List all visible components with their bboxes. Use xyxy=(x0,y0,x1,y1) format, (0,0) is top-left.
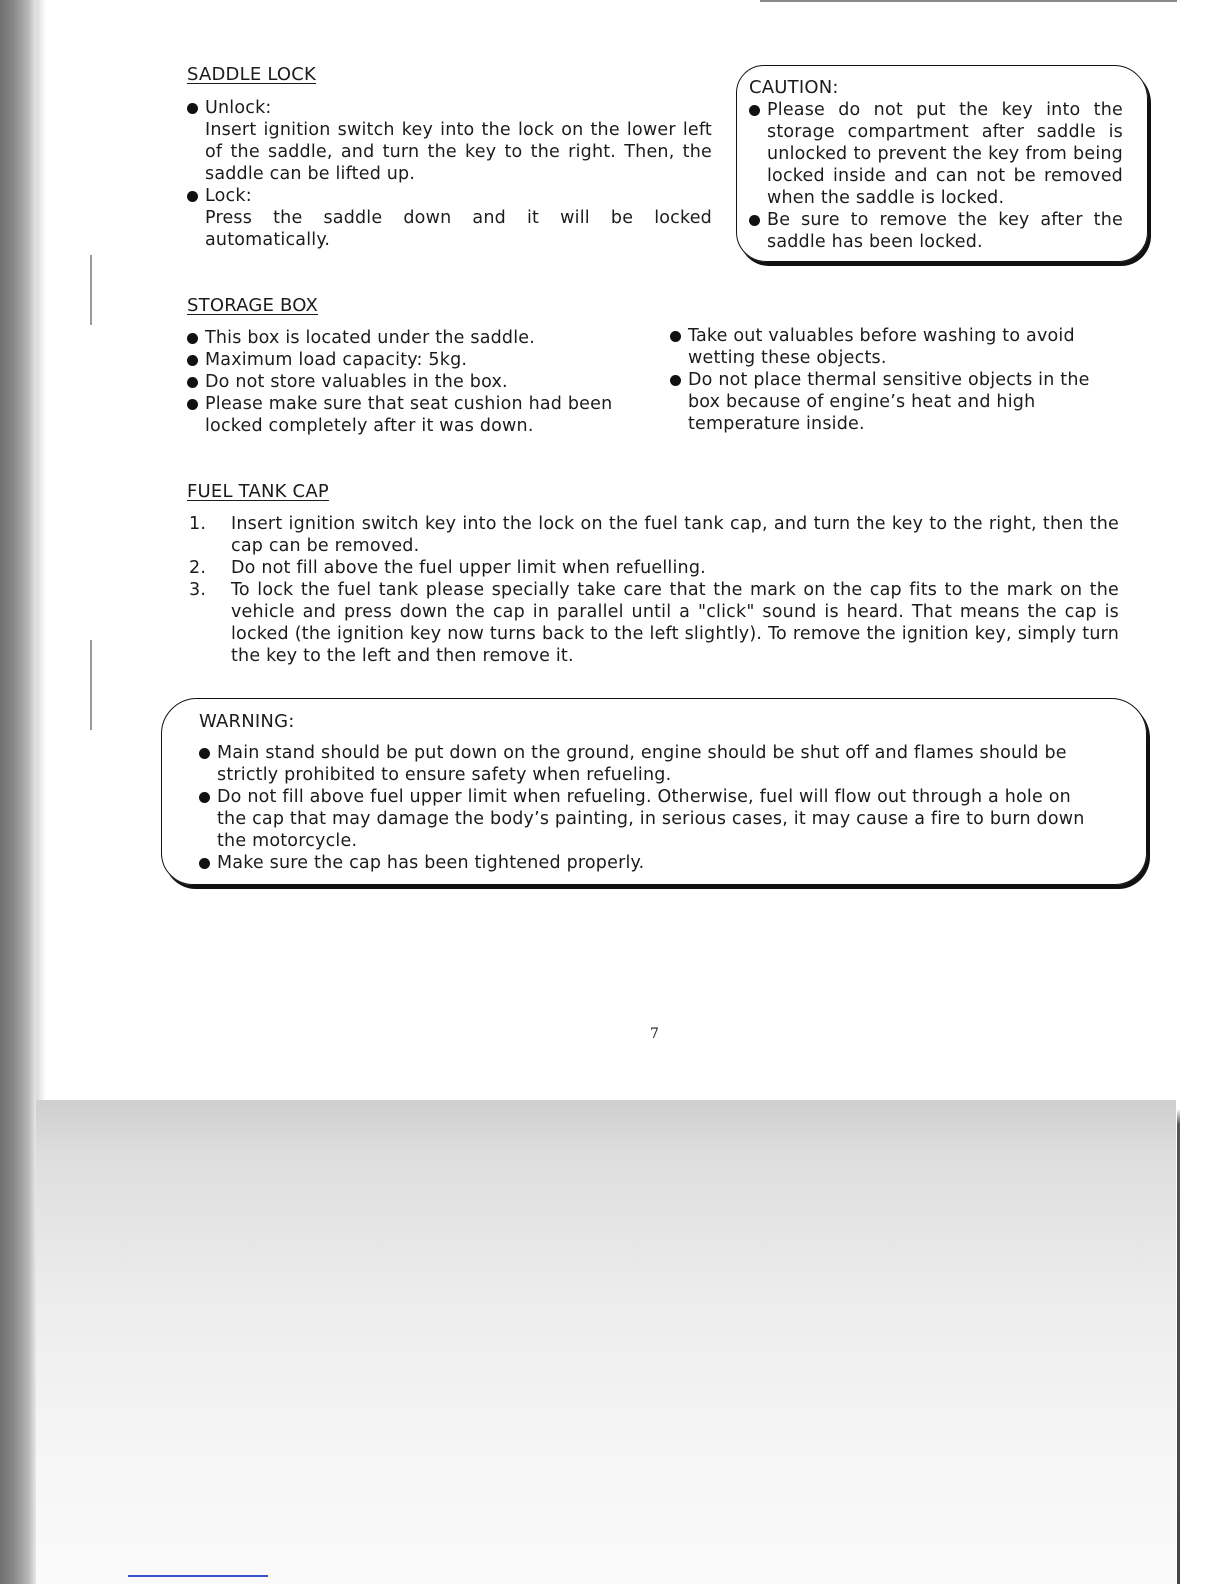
step-number: 2. xyxy=(189,558,207,578)
saddle-lock-heading: SADDLE LOCK xyxy=(187,64,317,85)
storage-box-heading: STORAGE BOX xyxy=(187,295,318,316)
list-item: Make sure the cap has been tightened properly. xyxy=(199,852,1104,874)
warning-list xyxy=(199,742,1104,874)
storage-box-right-column xyxy=(670,325,1120,435)
saddle-lock-section xyxy=(187,97,712,251)
page-number: 7 xyxy=(650,1026,659,1042)
list-item xyxy=(187,185,712,251)
list-item: Main stand should be put down on the ground, engine should be shut off and flames should be strictly prohibited to ensure safety when refueling. xyxy=(199,742,1104,786)
scan-bottom-rule xyxy=(128,1575,268,1577)
step-text: Insert ignition switch key into the lock on the fuel tank cap, and turn the key to the right, then the cap can be removed. xyxy=(231,514,1119,556)
list-item: Be sure to remove the key after the saddle has been locked. xyxy=(749,209,1123,253)
scan-edge-left xyxy=(0,0,36,1584)
list-item: Do not place thermal sensitive objects in the box because of engine’s heat and high temperature inside. xyxy=(670,369,1120,435)
scan-top-line xyxy=(760,0,1180,2)
fuel-tank-cap-section xyxy=(187,513,1119,667)
warning-title: WARNING: xyxy=(199,711,295,732)
unlock-text: Insert ignition switch key into the lock on the lower left of the saddle, and turn the key to the right. Then, the saddle can be lifted up. xyxy=(205,120,712,184)
scan-edge-right xyxy=(1177,0,1180,1584)
storage-box-left-column xyxy=(187,327,637,437)
list-item xyxy=(187,513,1119,557)
step-text: Do not fill above the fuel upper limit when refuelling. xyxy=(231,558,706,578)
list-item xyxy=(187,97,712,185)
list-item: Please make sure that seat cushion had been locked completely after it was down. xyxy=(187,393,637,437)
scan-margin-mark xyxy=(90,640,92,730)
lock-label: Lock: xyxy=(205,186,252,206)
warning-box xyxy=(161,698,1147,885)
list-item xyxy=(187,579,1119,667)
list-item xyxy=(187,557,1119,579)
scan-bottom-shadow xyxy=(36,1100,1176,1584)
fuel-tank-cap-heading: FUEL TANK CAP xyxy=(187,481,329,502)
list-item: Take out valuables before washing to avoid wetting these objects. xyxy=(670,325,1120,369)
step-text: To lock the fuel tank please specially take care that the mark on the cap fits to the mark on the vehicle and press down the cap in parallel until a "click" sound is heard. That means the cap is locked (the ignition key now turns back to the left slightly). To remove the ignition key, simply turn the key to the left and then remove it. xyxy=(231,580,1119,666)
list-item: Do not store valuables in the box. xyxy=(187,371,637,393)
step-number: 1. xyxy=(189,514,207,534)
storage-box-list-left xyxy=(187,327,637,437)
fuel-tank-cap-steps xyxy=(187,513,1119,667)
list-item: Do not fill above fuel upper limit when refueling. Otherwise, fuel will flow out through a hole on the cap that may damage the body’s painting, in serious cases, it may cause a fire to burn down the motorcycle. xyxy=(199,786,1104,852)
list-item: Please do not put the key into the storage compartment after saddle is unlocked to prevent the key from being locked inside and can not be removed when the saddle is locked. xyxy=(749,99,1123,209)
unlock-label: Unlock: xyxy=(205,98,272,118)
saddle-lock-list xyxy=(187,97,712,251)
storage-box-list-right xyxy=(670,325,1120,435)
list-item: This box is located under the saddle. xyxy=(187,327,637,349)
scan-margin-mark xyxy=(90,255,92,325)
step-number: 3. xyxy=(189,580,207,600)
lock-text: Press the saddle down and it will be locked automatically. xyxy=(205,208,712,250)
caution-title: CAUTION: xyxy=(749,77,839,98)
list-item: Maximum load capacity: 5kg. xyxy=(187,349,637,371)
caution-list xyxy=(749,99,1123,253)
caution-box xyxy=(736,65,1148,262)
